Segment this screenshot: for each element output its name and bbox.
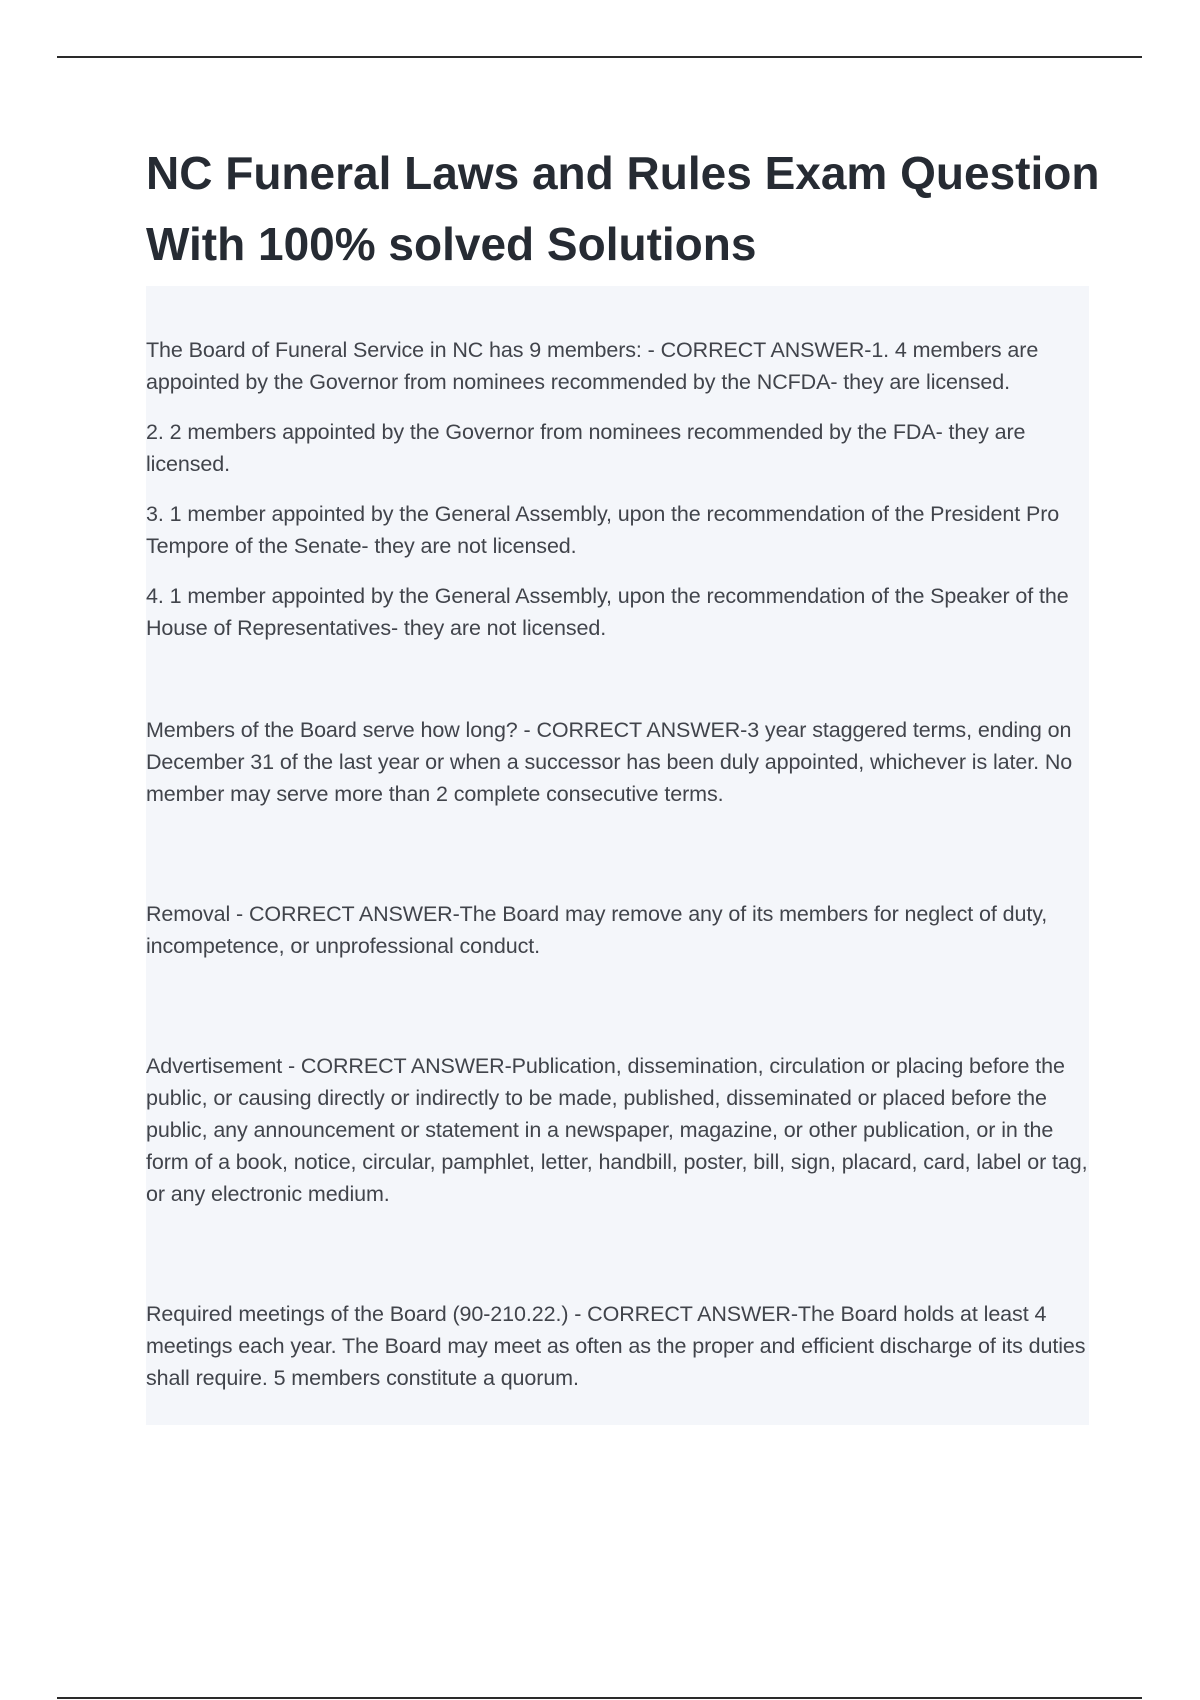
spacer: [146, 1228, 1089, 1298]
spacer: [146, 644, 1089, 714]
qa-paragraph: Required meetings of the Board (90-210.22.) - CORRECT ANSWER-The Board holds at least 4 meetings each year. The Board may meet as often as the proper and efficient discharge of its duties shall require. 5 members constitute a quorum.: [146, 1302, 1086, 1390]
content-panel: [146, 286, 1089, 1425]
bottom-divider: [57, 1697, 1142, 1699]
qa-paragraph: 2. 2 members appointed by the Governor from nominees recommended by the FDA- they are licensed.: [146, 420, 1026, 476]
qa-paragraph: Advertisement - CORRECT ANSWER-Publication, dissemination, circulation or placing before the public, or causing directly or indirectly to be made, published, disseminated or placed before the public, any announcement or statement in a newspaper, magazine, or other publication, or in the form of a book, notice, circular, pamphlet, letter, handbill, poster, bill, sign, placard, card, label or tag, or any electronic medium.: [146, 1054, 1088, 1206]
qa-paragraph: Members of the Board serve how long? - CORRECT ANSWER-3 year staggered terms, ending on December 31 of the last year or when a successor has been duly appointed, whichever is later. No member may serve more than 2 complete consecutive terms.: [146, 718, 1073, 806]
qa-item-term-length: [146, 714, 1089, 810]
qa-item-advertisement: [146, 1050, 1089, 1210]
qa-paragraph: Removal - CORRECT ANSWER-The Board may remove any of its members for neglect of duty, incompetence, or unprofessional conduct.: [146, 902, 1048, 958]
qa-item-required-meetings: [146, 1298, 1089, 1394]
qa-item-removal: [146, 898, 1089, 962]
top-divider: [57, 56, 1142, 58]
spacer: [146, 828, 1089, 898]
qa-paragraph: 3. 1 member appointed by the General Assembly, upon the recommendation of the President Pro Tempore of the Senate- they are not licensed.: [146, 502, 1060, 558]
page-title: NC Funeral Laws and Rules Exam Question With 100% solved Solutions: [146, 147, 1100, 270]
spacer: [146, 980, 1089, 1050]
qa-item-board-members: [146, 334, 1089, 644]
qa-paragraph: 4. 1 member appointed by the General Assembly, upon the recommendation of the Speaker of the House of Representatives- they are not licensed.: [146, 584, 1069, 640]
qa-paragraph: The Board of Funeral Service in NC has 9 members: - CORRECT ANSWER-1. 4 members are appointed by the Governor from nominees recommended by the NCFDA- they are licensed.: [146, 338, 1039, 394]
